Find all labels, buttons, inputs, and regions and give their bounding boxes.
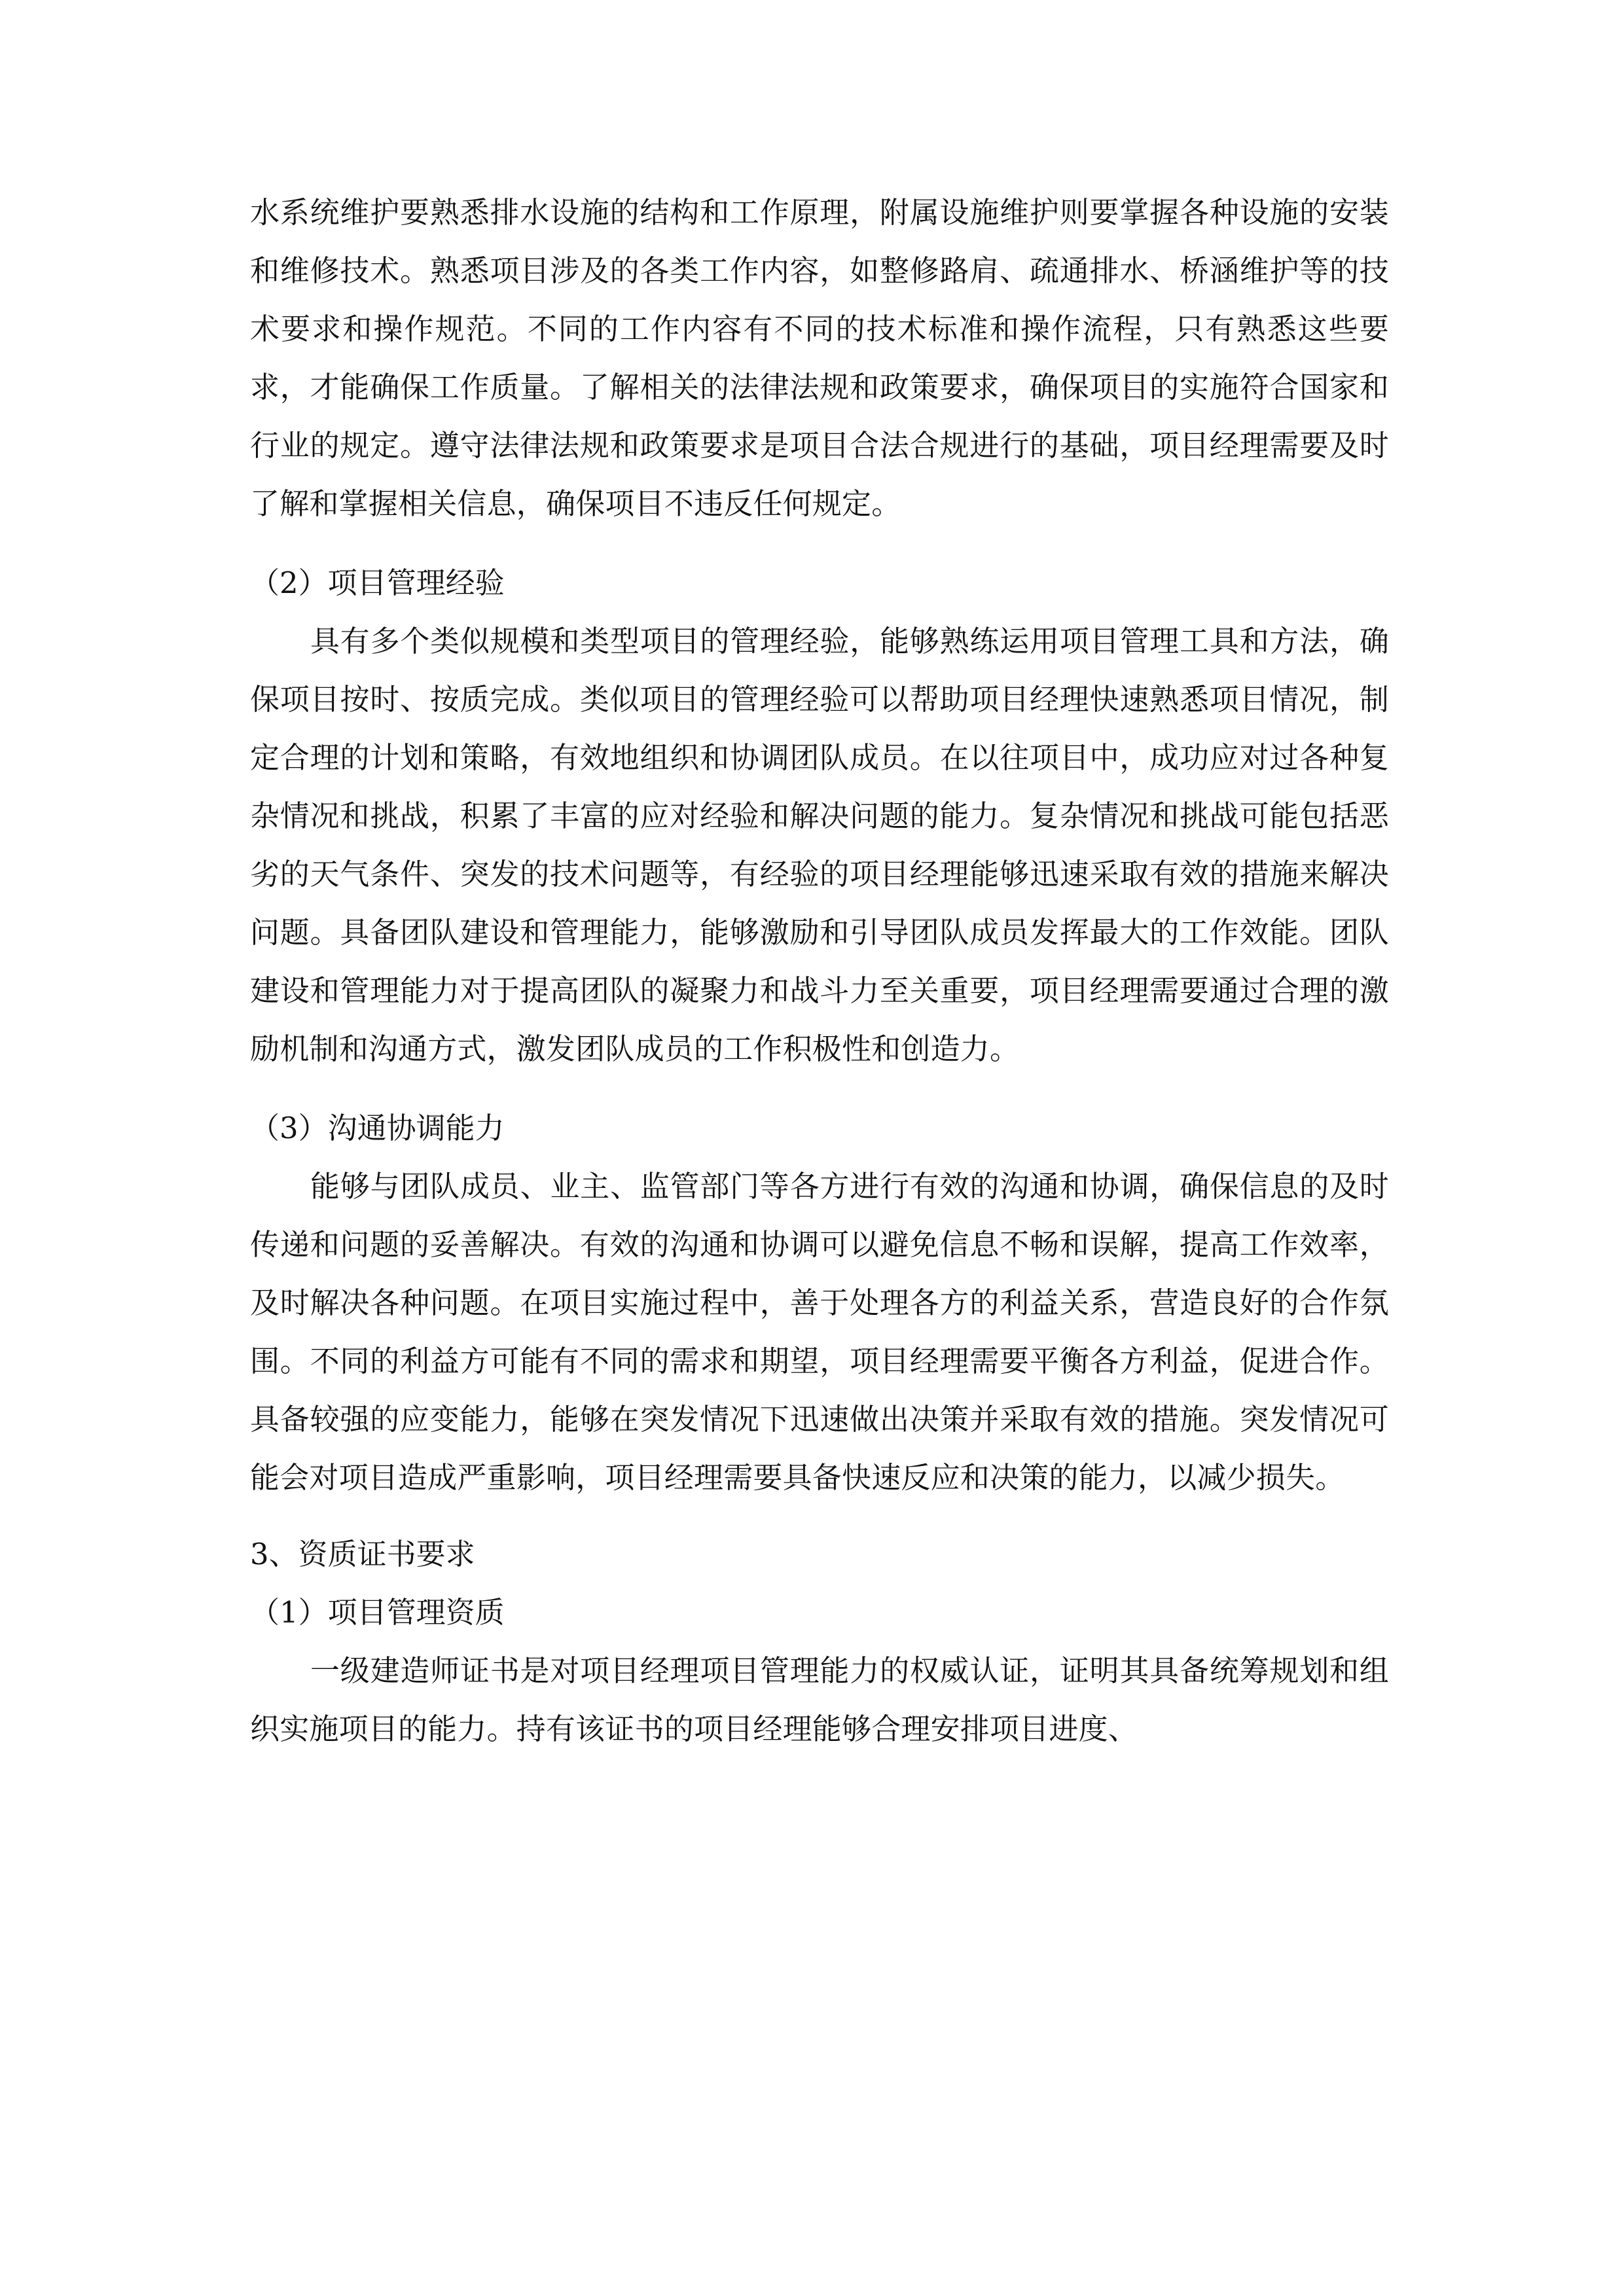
document-page bbox=[250, 183, 1389, 1758]
heading-project-management-experience: （2）项目管理经验 bbox=[250, 565, 505, 600]
paragraph-management-experience: 具有多个类似规模和类型项目的管理经验，能够熟练运用项目管理工具和方法，确保项目按时、按质完成。类似项目的管理经验可以帮助项目经理快速熟悉项目情况，制定合理的计划和策略，有效地组织和协调团队成员。在以往项目中，成功应对过各种复杂情况和挑战，积累了丰富的应对经验和解决问题的能力。复杂情况和挑战可能包括恶劣的天气条件、突发的技术问题等，有经验的项目经理能够迅速采取有效的措施来解决问题。具备团队建设和管理能力，能够激励和引导团队成员发挥最大的工作效能。团队建设和管理能力对于提高团队的凝聚力和战斗力至关重要，项目经理需要通过合理的激励机制和沟通方式，激发团队成员的工作积极性和创造力。 bbox=[250, 624, 1389, 1066]
heading-communication-coordination: （3）沟通协调能力 bbox=[250, 1111, 505, 1145]
paragraph-first-class-constructor: 一级建造师证书是对项目经理项目管理能力的权威认证，证明其具备统筹规划和组织实施项目的能力。持有该证书的项目经理能够合理安排项目进度、 bbox=[250, 1653, 1389, 1746]
paragraph-water-system-maintenance: 水系统维护要熟悉排水设施的结构和工作原理，附属设施维护则要掌握各种设施的安装和维修技术。熟悉项目涉及的各类工作内容，如整修路肩、疏通排水、桥涵维护等的技术要求和操作规范。不同的工作内容有不同的技术标准和操作流程，只有熟悉这些要求，才能确保工作质量。了解相关的法律法规和政策要求，确保项目的实施符合国家和行业的规定。遵守法律法规和政策要求是项目合法合规进行的基础，项目经理需要及时了解和掌握相关信息，确保项目不违反任何规定。 bbox=[250, 195, 1389, 521]
heading-project-management-qualification: （1）项目管理资质 bbox=[250, 1595, 505, 1630]
paragraph-communication: 能够与团队成员、业主、监管部门等各方进行有效的沟通和协调，确保信息的及时传递和问题的妥善解决。有效的沟通和协调可以避免信息不畅和误解，提高工作效率，及时解决各种问题。在项目实施过程中，善于处理各方的利益关系，营造良好的合作氛围。不同的利益方可能有不同的需求和期望，项目经理需要平衡各方利益，促进合作。具备较强的应变能力，能够在突发情况下迅速做出决策并采取有效的措施。突发情况可能会对项目造成严重影响，项目经理需要具备快速反应和决策的能力，以减少损失。 bbox=[250, 1169, 1389, 1495]
heading-qualification-certificate: 3、资质证书要求 bbox=[250, 1537, 475, 1571]
